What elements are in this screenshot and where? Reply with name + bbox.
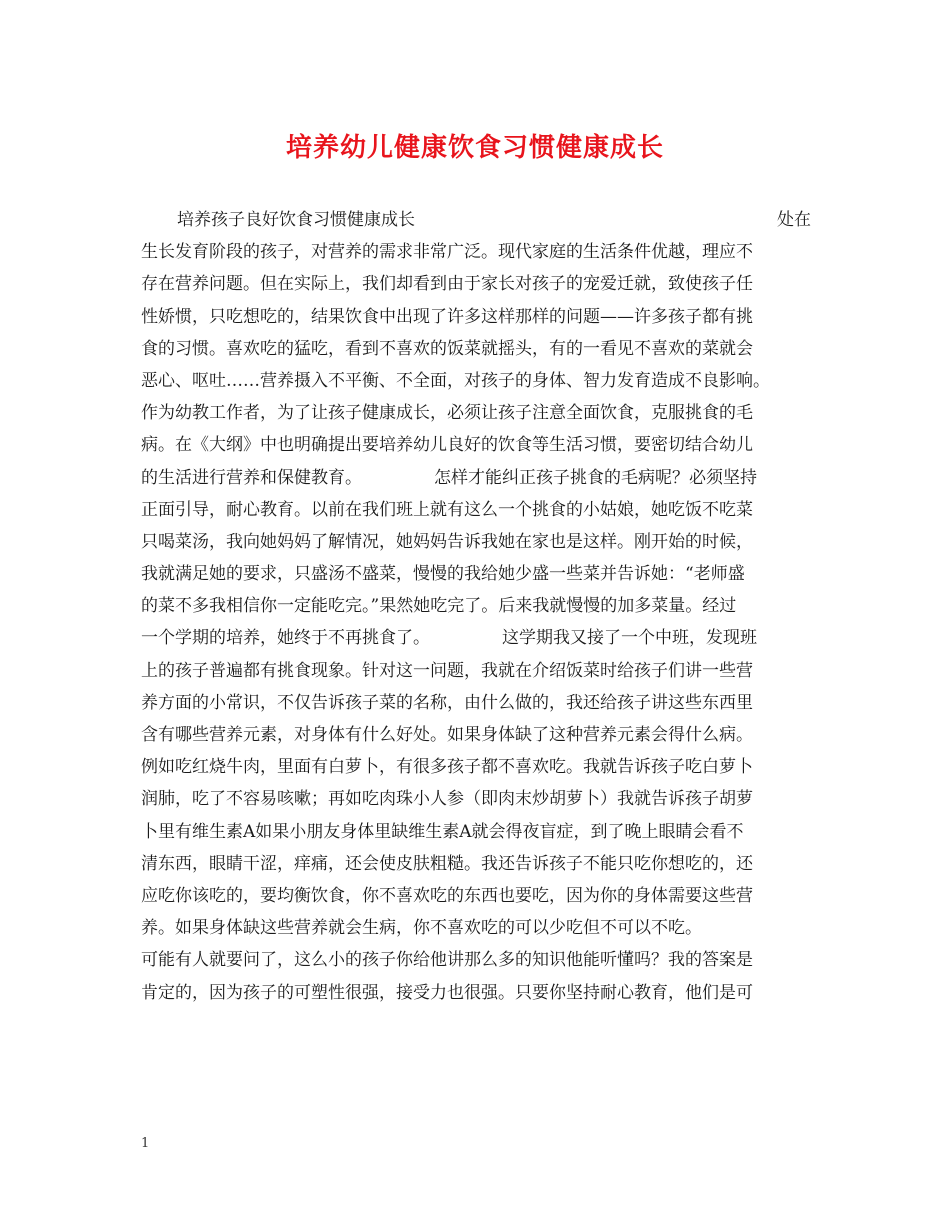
text-segment: 怎样才能纠正孩子挑食的毛病呢？必须坚持 (434, 467, 757, 488)
text-line: 润肺，吃了不容易咳嗽；再如吃肉珠小人参（即肉末炒胡萝卜）我就告诉孩子胡萝 (141, 789, 753, 810)
text-line: 养。如果身体缺这些营养就会生病，你不喜欢吃的可以少吃但不可以不吃。 (141, 918, 702, 939)
text-line: 可能有人就要问了，这么小的孩子你给他讲那么多的知识他能听懂吗？我的答案是 (141, 950, 753, 971)
text-line: 养方面的小常识，不仅告诉孩子菜的名称，由什么做的，我还给孩子讲这些东西里 (141, 692, 753, 713)
text-line: 清东西，眼睛干涩，痒痛，还会使皮肤粗糙。我还告诉孩子不能只吃你想吃的，还 (141, 853, 753, 874)
text-segment: 的生活进行营养和保健教育。 (141, 467, 362, 488)
text-line (141, 622, 813, 654)
text-line: 只喝菜汤，我向她妈妈了解情况，她妈妈告诉我她在家也是这样。刚开始的时候， (141, 531, 753, 552)
text-segment: 处在 (777, 210, 811, 230)
text-line: 肯定的，因为孩子的可塑性很强，接受力也很强。只要你坚持耐心教育，他们是可 (141, 982, 753, 1003)
page-number: 1 (141, 1136, 150, 1151)
text-line: 作为幼教工作者，为了让孩子健康成长，必须让孩子注意全面饮食，克服挑食的毛 (141, 403, 753, 424)
text-line: 含有哪些营养元素，对身体有什么好处。如果身体缺了这种营养元素会得什么病。 (141, 725, 753, 745)
text-line (141, 204, 813, 236)
subtitle-text: 培养孩子良好饮食习惯健康成长 (177, 210, 415, 230)
text-line: 应吃你该吃的，要均衡饮食，你不喜欢吃的东西也要吃，因为你的身体需要这些营 (141, 885, 753, 906)
document-title: 培养幼儿健康饮食习惯健康成长 (285, 133, 664, 163)
document-body (141, 204, 813, 1009)
text-line: 恶心、呕吐……营养摄入不平衡、不全面，对孩子的身体、智力发育造成不良影响。 (141, 370, 770, 391)
text-line (141, 462, 813, 494)
text-line: 病。在《大纲》中也明确提出要培养幼儿良好的饮食等生活习惯，要密切结合幼儿 (141, 435, 753, 456)
text-line: 食的习惯。喜欢吃的猛吃，看到不喜欢的饭菜就摇头，有的一看见不喜欢的菜就会 (141, 338, 753, 359)
text-line: 的菜不多我相信你一定能吃完。”果然她吃完了。后来我就慢慢的加多菜量。经过 (141, 596, 737, 617)
text-segment: 一个学期的培养，她终于不再挑食了。 (141, 628, 430, 649)
text-line: 生长发育阶段的孩子，对营养的需求非常广泛。现代家庭的生活条件优越，理应不 (141, 242, 753, 263)
text-line: 正面引导，耐心教育。以前在我们班上就有这么一个挑食的小姑娘，她吃饭不吃菜 (141, 499, 753, 520)
text-line: 上的孩子普遍都有挑食现象。针对这一问题，我就在介绍饭菜时给孩子们讲一些营 (141, 660, 753, 681)
text-line: 卜里有维生素A如果小朋友身体里缺维生素A就会得夜盲症，到了晚上眼睛会看不 (141, 821, 744, 842)
text-line: 存在营养问题。但在实际上，我们却看到由于家长对孩子的宠爱迁就，致使孩子任 (141, 274, 753, 295)
text-line: 我就满足她的要求，只盛汤不盛菜，慢慢的我给她少盛一些菜并告诉她：“老师盛 (141, 564, 745, 585)
text-line: 性娇惯，只吃想吃的，结果饮食中出现了许多这样那样的问题——许多孩子都有挑 (141, 306, 753, 327)
text-segment: 这学期我又接了一个中班，发现班 (502, 628, 757, 649)
text-line: 例如吃红烧牛肉，里面有白萝卜，有很多孩子都不喜欢吃。我就告诉孩子吃白萝卜 (141, 757, 753, 778)
